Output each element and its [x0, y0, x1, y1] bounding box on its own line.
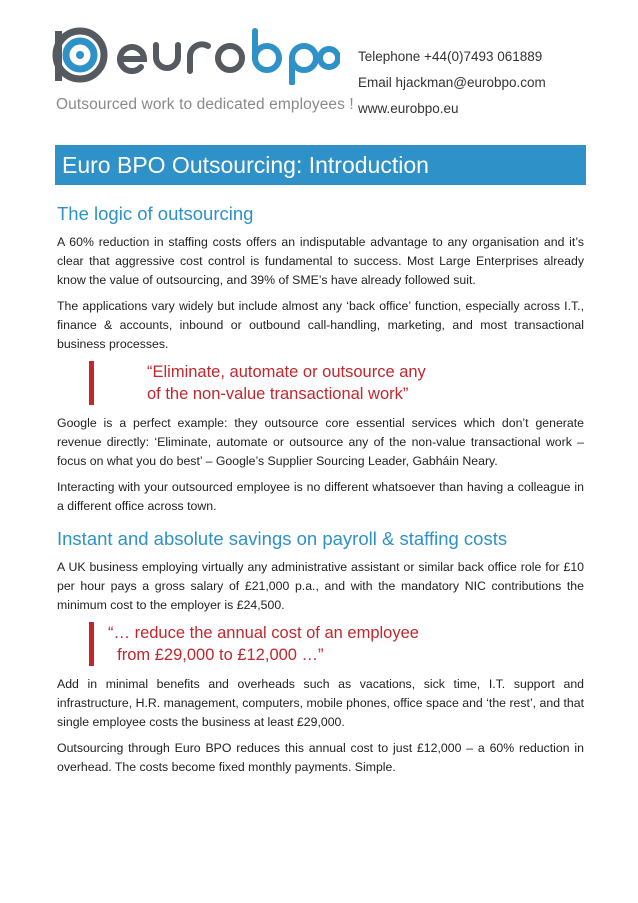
tagline: Outsourced work to dedicated employees !: [56, 96, 354, 113]
email[interactable]: Email hjackman@eurobpo.com: [358, 75, 546, 90]
section-heading-logic: The logic of outsourcing: [57, 203, 254, 224]
quote-line: “Eliminate, automate or outsource any: [147, 363, 426, 381]
paragraph: Add in minimal benefits and overheads such as vacations, sick time, I.T. support and infrastructure, H.R. management, computers, mobile phones, office space and ‘the rest’, and that single employee costs the business at least £29,000.: [57, 677, 584, 729]
quote-line: of the non-value transactional work”: [147, 385, 409, 403]
paragraph: A 60% reduction in staffing costs offers an indisputable advantage to any organisation and it’s clear that aggressive cost control is fundamental to success. Most Large Enterprises already know the value of outsourcing, and 39% of SME’s have already followed suit.: [57, 235, 584, 287]
website[interactable]: www.eurobpo.eu: [358, 101, 459, 116]
document-body: [57, 203, 584, 784]
pull-quote: [89, 622, 584, 666]
quote-line: from £29,000 to £12,000 …”: [108, 646, 324, 664]
paragraph: The applications vary widely but include almost any ‘back office’ function, especially across I.T., finance & accounts, inbound or outbound call-handling, marketing, and most transactional business processes.: [57, 299, 584, 351]
paragraph: A UK business employing virtually any administrative assistant or similar back office role for £10 per hour pays a gross salary of £21,000 p.a., and with the mandatory NIC contributions the minimum cost to the employer is £24,500.: [57, 560, 584, 612]
quote-line: “… reduce the annual cost of an employee: [108, 624, 419, 642]
pull-quote: [89, 361, 584, 405]
telephone: Telephone +44(0)7493 061889: [358, 49, 543, 64]
paragraph: Interacting with your outsourced employee is no different whatsoever than having a colleague in a different office across town.: [57, 480, 584, 513]
page-title: Euro BPO Outsourcing: Introduction: [55, 145, 586, 185]
logo-graphic: [50, 25, 340, 85]
paragraph: Outsourcing through Euro BPO reduces this annual cost to just £12,000 – a 60% reduction in overhead. The costs become fixed monthly payments. Simple.: [57, 741, 584, 774]
section-heading-savings: Instant and absolute savings on payroll & staffing costs: [57, 528, 508, 549]
paragraph: Google is a perfect example: they outsource core essential services which don’t generate revenue directly: ‘Eliminate, automate or outsource any of the non-value transactional work – focus on what you do best’ – Google’s Supplier Sourcing Leader, Gabháin Neary.: [57, 416, 584, 468]
contact-block: [358, 44, 546, 122]
eurobpo-logo: [50, 25, 340, 85]
